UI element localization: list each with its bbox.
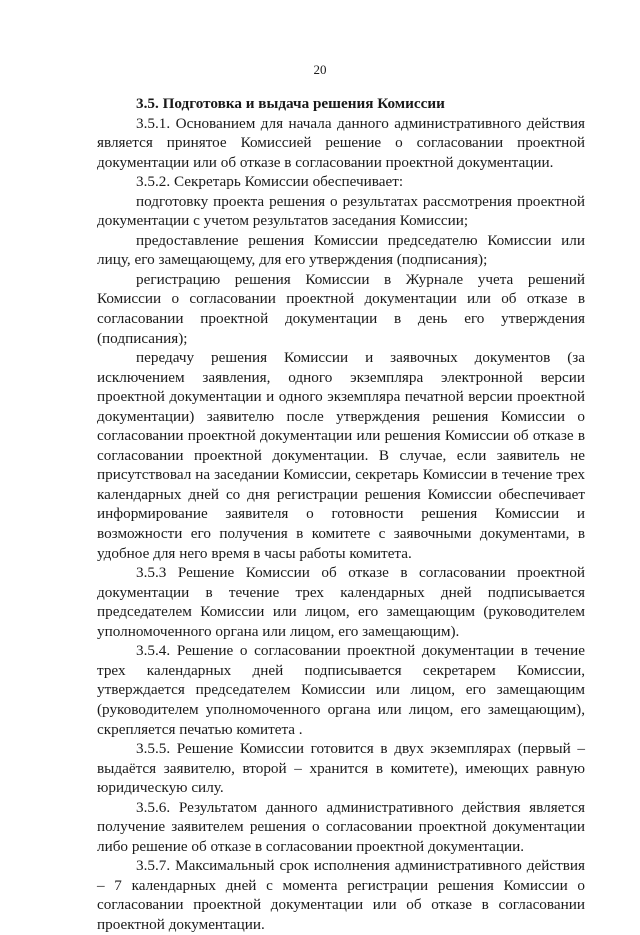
list-item-register-decision: регистрацию решения Комиссии в Журнале учета решений Комиссии о согласовании проектной документации или об отказе в согласовании проектной документации в день его утверждения (подписания);: [97, 270, 585, 347]
paragraph-3-5-5: 3.5.5. Решение Комиссии готовится в двух экземплярах (первый – выдаётся заявителю, второй – хранится в комитете), имеющих равную юридическую силу.: [97, 740, 585, 797]
paragraph-3-5-1: 3.5.1. Основанием для начала данного административного действия является принятое Комиссией решение о согласовании проектной документации или об отказе в согласовании проектной документации.: [97, 114, 585, 171]
list-item-prepare-draft: подготовку проекта решения о результатах рассмотрения проектной документации с учетом результатов заседания Комиссии;: [97, 192, 585, 230]
paragraph-3-5-2: 3.5.2. Секретарь Комиссии обеспечивает:: [136, 173, 404, 191]
paragraph-3-5-7: 3.5.7. Максимальный срок исполнения административного действия – 7 календарных дней с момента регистрации решения Комиссии о согласовании проектной документации или об отказе в согласовании проектной документации.: [97, 857, 585, 933]
paragraph-3-5-3: 3.5.3 Решение Комиссии об отказе в согласовании проектной документации в течение трех календарных дней подписывается председателем Комиссии или лицом, его замещающим (руководителем уполномоченного органа или лицом, его замещающим).: [97, 564, 585, 640]
section-heading: 3.5. Подготовка и выдача решения Комиссии: [136, 95, 445, 112]
list-item-submit-decision: предоставление решения Комиссии председателю Комиссии или лицу, его замещающему, для его утверждения (подписания);: [97, 231, 585, 269]
page-number: 20: [313, 62, 327, 77]
paragraph-3-5-4: 3.5.4. Решение о согласовании проектной документации в течение трех календарных дней подписывается секретарем Комиссии, утверждается председателем Комиссии или лицом, его замещающим (руководителем уполномоченного органа или лицом, его замещающим), скрепляется печатью комитета .: [97, 642, 585, 738]
document-body: [97, 94, 585, 935]
list-item-transfer-decision: передачу решения Комиссии и заявочных документов (за исключением заявления, одного экземпляра электронной версии проектной документации и одного экземпляра печатной версии проектной документации) заявителю после утверждения решения Комиссии о согласовании проектной документации или решения Комиссии об отказе в согласовании проектной документации. В случае, если заявитель не присутствовал на заседании Комиссии, секретарь Комиссии в течение трех календарных дней со дня регистрации решения Комиссии обеспечивает информирование заявителя о готовности решения Комиссии и возможности его получения в комитете с заявочными документами, в удобное для него время в часы работы комитета.: [97, 349, 585, 562]
paragraph-3-5-6: 3.5.6. Результатом данного административного действия является получение заявителем решения о согласовании проектной документации либо решение об отказе в согласовании проектной документации.: [97, 798, 585, 855]
